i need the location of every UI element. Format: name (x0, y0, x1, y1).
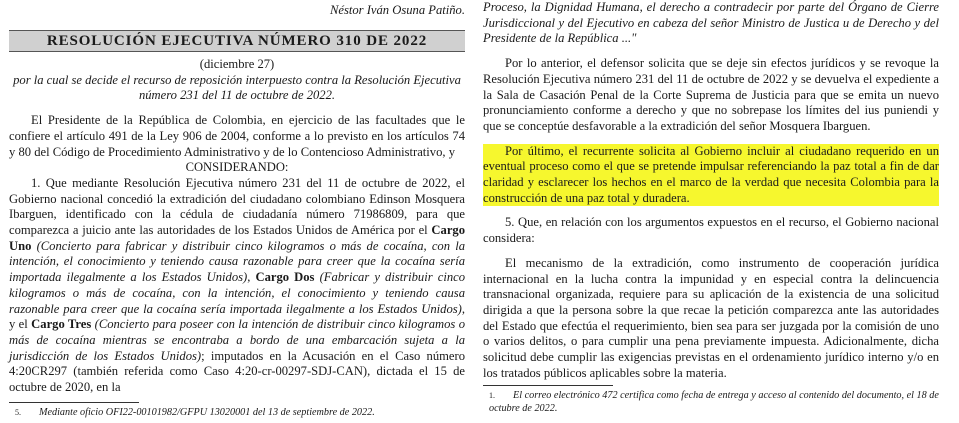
cargo-dos-description: (Fabricar y distribuir cinco kilogramos o más de cocaína, con la intención, el conocimiento y teniendo causa razonable para creer que la cocaína sería importada ilegalmente a los Estados Unidos) (9, 270, 466, 316)
quote-continuation: Proceso, la Dignidad Humana, el derecho a contradecir por parte del Órgano de Cierre Jurisdiccional y del Ejecutivo en cabeza del señor Ministro de Justica u de Derecho y del Presidente de la República ..." (483, 0, 939, 46)
cargo-dos-label: Cargo Dos (255, 270, 315, 285)
defense-request-paragraph: Por lo anterior, el defensor solicita que se deje sin efectos jurídicos y se revoque la Resolución Ejecutiva número 231 del 11 de octubre de 2022 y se devuelva el expediente a la Sala de Casación Penal de la Corte Suprema de Justicia para que se emita un nuevo pronunciamiento conforme a derecho y que no sobrepase los límites del ius puniendi y que se conceptúe desfavorable a la extradición del señor Mosquera Ibarguen. (483, 56, 939, 133)
footnote-right-text: El correo electrónico 472 certifica como fecha de entrega y acceso al contenido del documento, el 18 de octubre de 2022. (489, 390, 939, 415)
paragraph-5: 5. Que, en relación con los argumentos expuestos en el recurso, el Gobierno nacional considera: (483, 215, 939, 246)
resolution-title: RESOLUCIÓN EJECUTIVA NÚMERO 310 DE 2022 (9, 30, 465, 52)
intro-paragraph: El Presidente de la República de Colombia, en ejercicio de las facultades que le confiere el artículo 491 de la Ley 906 de 2004, conforme a lo previsto en los artículos 74 y 80 del Código de Procedimiento Administrativo y de lo Contencioso Administrativo, y (9, 113, 465, 159)
cargo-uno-description: (Concierto para fabricar y distribuir cinco kilogramos o más de cocaína, con la intención, el conocimiento y teniendo causa razonable para creer que la cocaína sería importada ilegalmente a los Estados Unidos) (9, 238, 465, 285)
separator-1: , (247, 270, 256, 285)
footnote-divider (483, 385, 613, 386)
cargo-uno-label: Cargo Uno (9, 223, 465, 253)
cargo-tres-description: (Concierto para poseer con la intención de distribuir cinco kilogramos o más de cocaína mientras se encontraba a bordo de una embarcación sujeta a la jurisdicción de los Estados Unidos) (9, 317, 465, 363)
cargo-tres-label: Cargo Tres (31, 317, 92, 332)
right-column (483, 0, 939, 415)
mechanism-paragraph: El mecanismo de la extradición, como instrumento de cooperación jurídica internacional en la lucha contra la impunidad y en especial contra la delincuencia transnacional organizada, requiere para su aplicación de la existencia de una solicitud dirigida a que la persona sobre la que recae la petición comparezca ante las autoridades del Estado que efectúa el requerimiento, bien sea para ser juzgada por la comisión de uno o varios delitos, o para cumplir una pena previamente impuesta. Adicionalmente, dicha solicitud debe cumplir las exigencias previstas en el ordenamiento jurídico interno y/o en los tratados públicos aplicables sobre la materia. (483, 255, 939, 380)
paragraph-1-start: 1. Que mediante Resolución Ejecutiva número 231 del 11 de octubre de 2022, el Gobierno nacional concedió la extradición del ciudadano colombiano Edinson Mosquera Ibarguen, identificado con la cédula de ciudadanía número 71986809, para que comparezca a juicio ante las autoridades de los Estados Unidos de América por el (9, 175, 465, 238)
paragraph-1-end: ; imputados en la Acusación en el Caso número 4:20CR297 (también referida como Caso 4:20-cr-00297-SDJ-CAN), dictada el 15 de octubre de 2020, en la (9, 348, 465, 395)
resolution-subtitle: por la cual se decide el recurso de reposición interpuesto contra la Resolución Ejecutiva número 231 del 11 de octubre de 2022. (13, 72, 461, 103)
signer-name: Néstor Iván Osuna Patiño. (329, 3, 465, 17)
resolution-date: (diciembre 27) (199, 57, 275, 71)
footnote-left-number: 5. (15, 407, 21, 417)
footnote-right-number: 1. (489, 391, 495, 401)
paragraph-1 (9, 176, 465, 396)
separator-2: , y el (9, 301, 465, 332)
footnote-divider (9, 402, 139, 403)
footnote-left-text: Mediante oficio OFI22-00101982/GFPU 13020001 del 13 de septiembre de 2022. (39, 406, 375, 418)
left-column (9, 0, 465, 419)
footnote-right (483, 389, 939, 415)
highlighted-paragraph: Por último, el recurrente solicita al Gobierno incluir al ciudadano requerido en un eventual proceso como el que se pretende impulsar referenciando la paz total a fin de dar claridad y esclarecer los hechos en el marco de la verdad que necesita Colombia para la construcción de una paz total y duradera. (483, 143, 939, 205)
footnote-left (9, 406, 465, 419)
considerando-heading: CONSIDERANDO: (185, 160, 289, 175)
